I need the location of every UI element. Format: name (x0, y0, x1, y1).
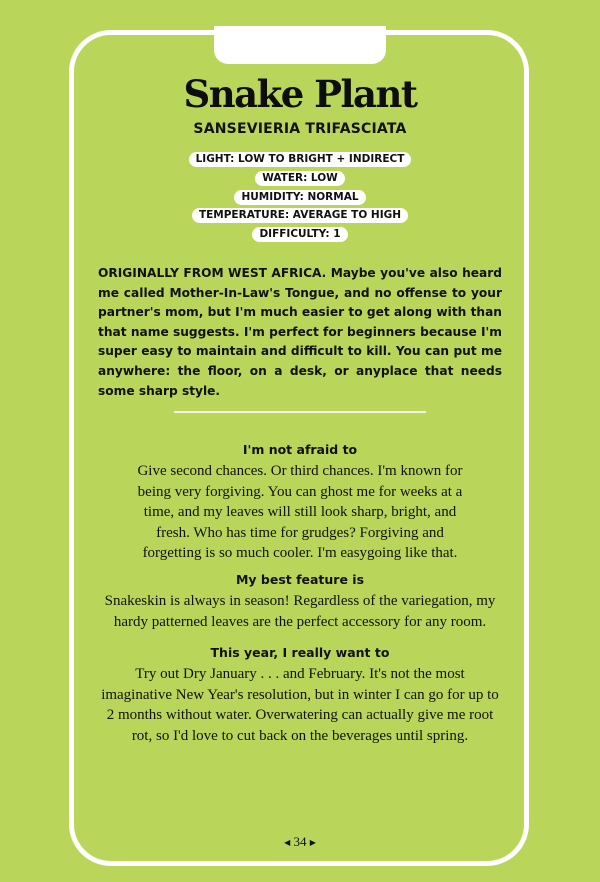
page-number-value: 34 (293, 834, 307, 849)
care-humidity: HUMIDITY: NORMAL (234, 190, 365, 205)
care-temperature: TEMPERATURE: AVERAGE TO HIGH (192, 208, 408, 223)
qa-body: Snakeskin is always in season! Regardless of the variegation, my hardy patterned leaves are the perfect accessory for any room. (104, 593, 496, 630)
care-info-list (0, 152, 600, 246)
intro-paragraph: ORIGINALLY FROM WEST AFRICA. Maybe you've also heard me called Mother-In-Law's Tongue, and no offense to your partner's mom, but I'm much easier to get along with than that name suggests. I'm perfect for beginners because I'm super easy to maintain and difficult to kill. You can put me anywhere: the floor, on a desk, or anyplace that needs some sharp style. (98, 266, 502, 398)
qa-heading: This year, I really want to (210, 645, 390, 660)
qa-body: Try out Dry January . . . and February. It's not the most imaginative New Year's resolution, but in winter I can go for up to 2 months without water. Overwatering can actually give me root rot, so I'd love to cut back on the beverages until spring. (101, 666, 499, 744)
divider (174, 411, 426, 413)
page-number (0, 834, 600, 850)
qa-heading: My best feature is (235, 572, 365, 587)
qa-section-not-afraid (96, 440, 504, 564)
plant-title: Snake Plant (183, 72, 417, 116)
care-water: WATER: LOW (255, 171, 345, 186)
qa-body: Give second chances. Or third chances. I'm known for being very forgiving. You can ghost me for weeks at a time, and my leaves will still look sharp, bright, and fresh. Who has time for grudges? Forgiving and forgetting is so much cooler. I'm easygoing like that. (137, 463, 463, 562)
qa-section-best-feature (96, 570, 504, 632)
plant-scientific-name: SANSEVIERIA TRIFASCIATA (193, 121, 407, 137)
qa-section-this-year (96, 643, 504, 746)
frame-tab (214, 26, 386, 64)
arrow-right-icon: ▶ (309, 838, 316, 847)
care-light: LIGHT: LOW TO BRIGHT + INDIRECT (189, 152, 412, 167)
arrow-left-icon: ◀ (284, 838, 291, 847)
care-difficulty: DIFFICULTY: 1 (252, 227, 347, 242)
qa-heading: I'm not afraid to (242, 442, 358, 457)
